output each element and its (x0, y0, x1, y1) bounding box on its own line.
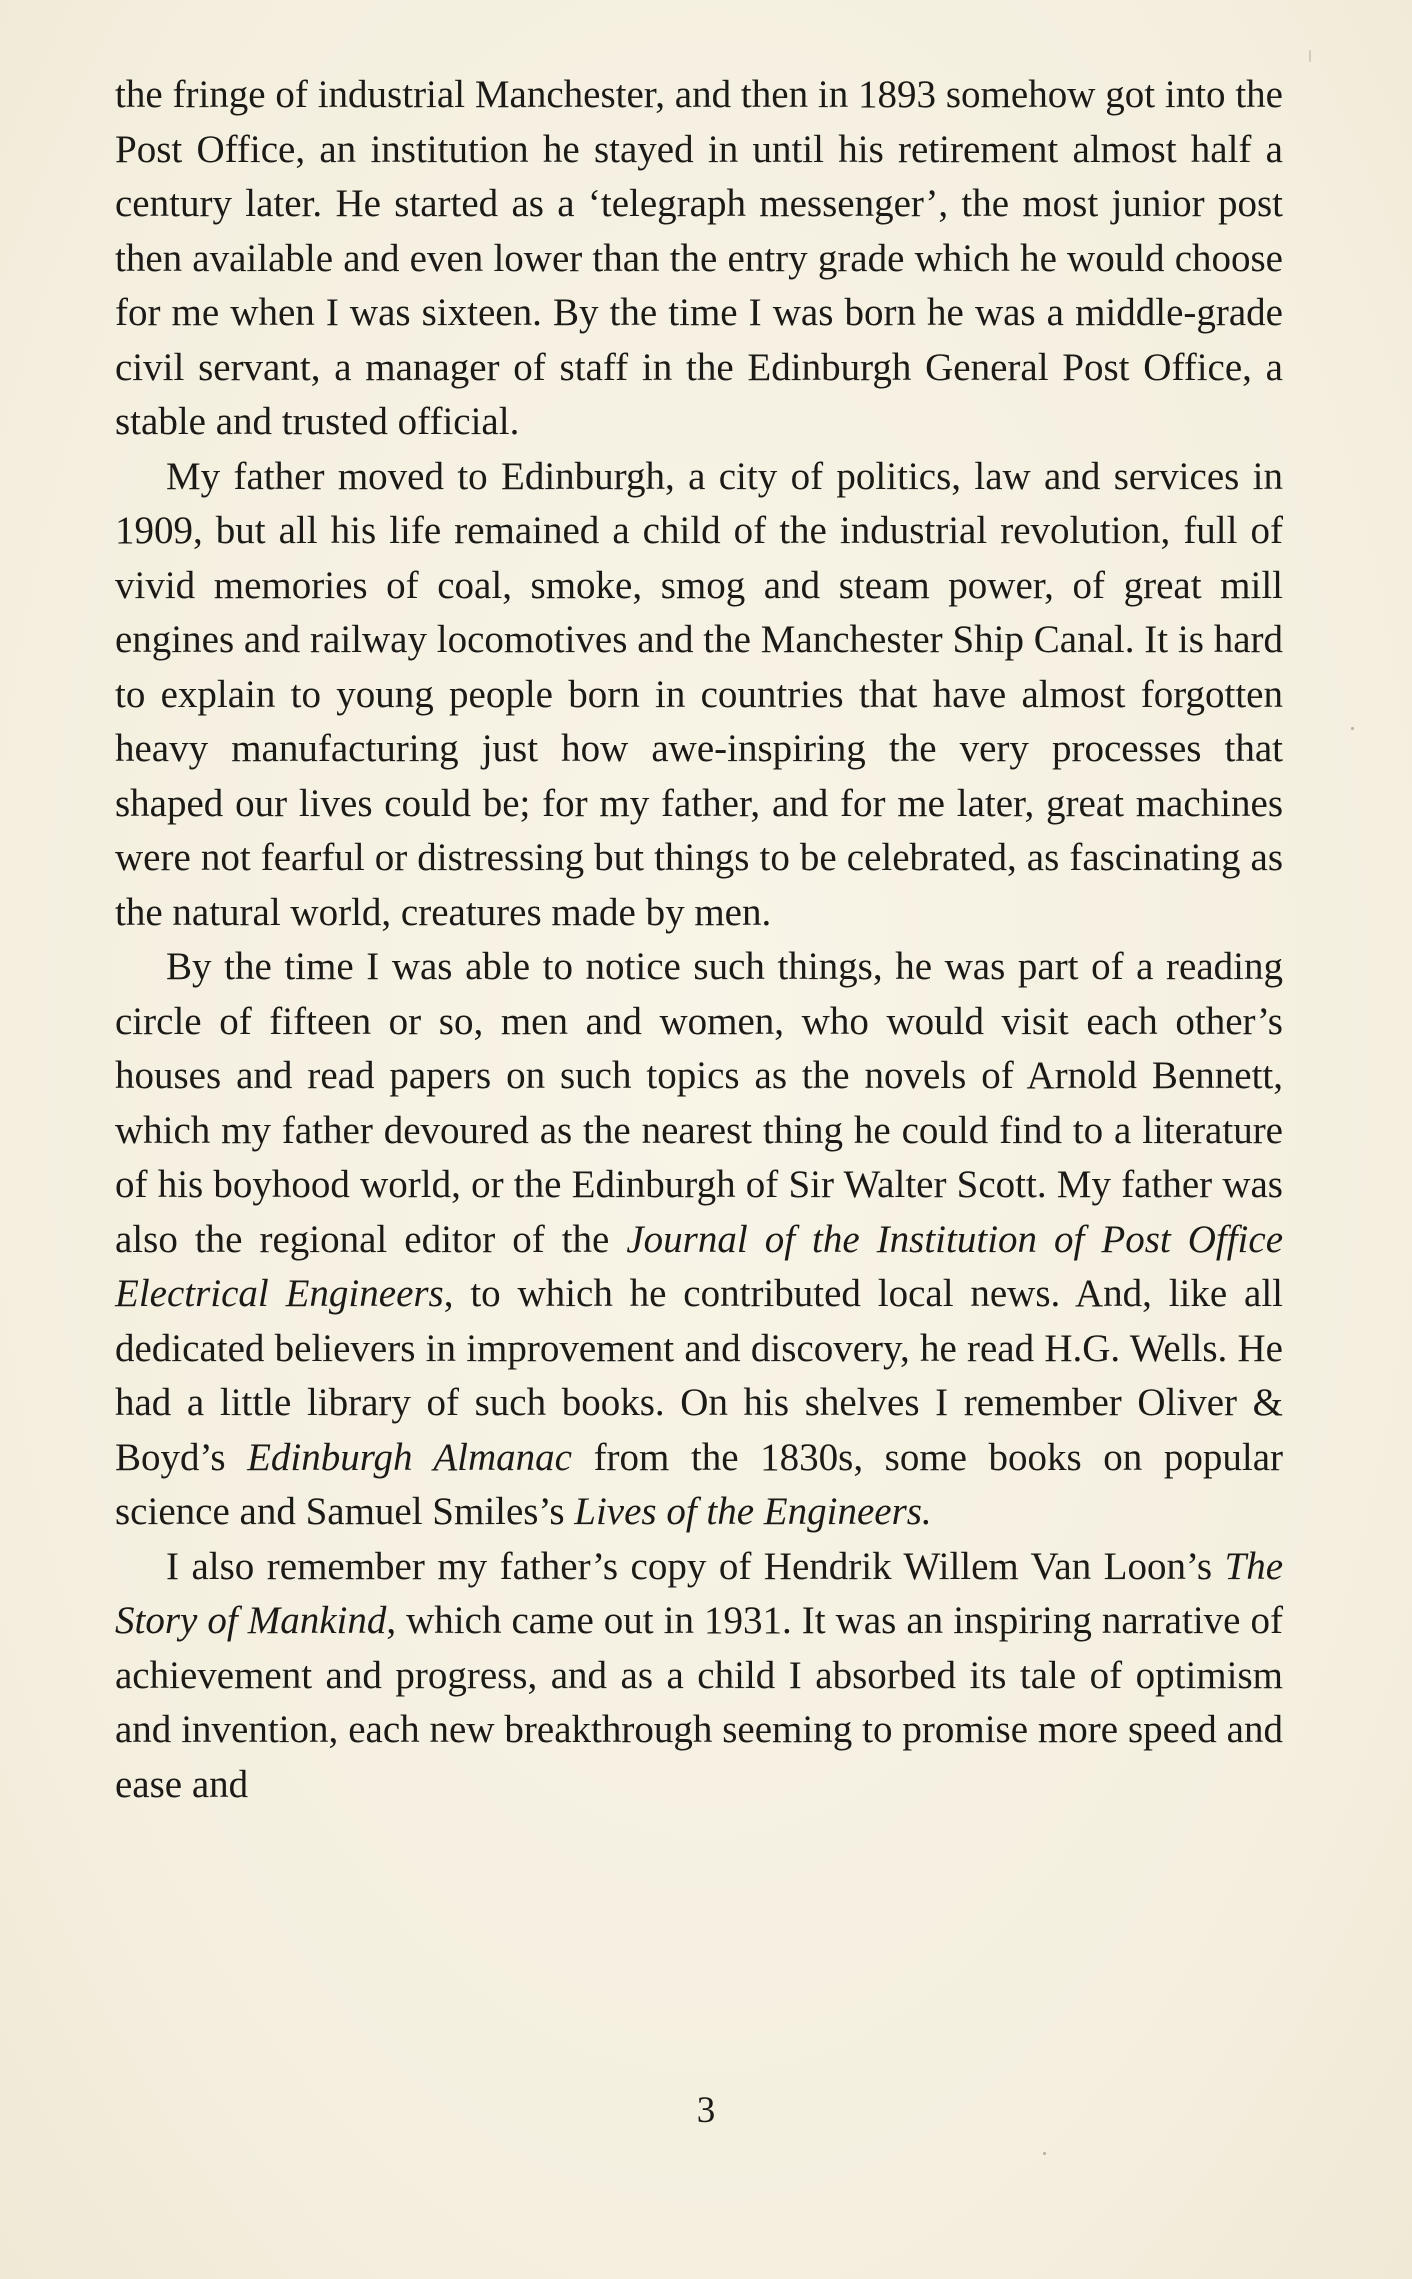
paragraph-3-text-c: from the 1830s, some books on popular science and Samuel Smiles’s (115, 1435, 1284, 1533)
paragraph-1 (115, 68, 1283, 450)
paragraph-2-text: My father moved to Edinburgh, a city of politics, law and services in 1909, but all his life remained a child of the industrial revolution, full of vivid memories of coal, smoke, smog and steam power, of great mill engines and railway locomotives and the Manchester Ship Canal. It is hard to explain to young people born in countries that have almost forgotten heavy manufacturing just how awe-inspiring the very processes that shaped our lives could be; for my father, and for me later, great machines were not fearful or distressing but things to be celebrated, as fascinating as the natural world, creatures made by men. (115, 454, 1283, 934)
journal-title: Journal of the Institution of Post Office Electrical Engineers (115, 1217, 1283, 1315)
mankind-book-title: The Story of Mankind (115, 1544, 1283, 1642)
page-number: 3 (696, 2090, 716, 2131)
almanac-title: Edinburgh Almanac (247, 1435, 572, 1479)
paragraph-4 (115, 1540, 1283, 1813)
paper-speck (1309, 50, 1311, 62)
body-text (115, 68, 1283, 1812)
paper-speck (1043, 2152, 1046, 2155)
paragraph-3 (115, 940, 1283, 1540)
paragraph-2 (115, 450, 1283, 941)
paragraph-4-text-b: , which came out in 1931. It was an inspiring narrative of achievement and progress, and as a child I absorbed its tale of optimism and invention, each new breakthrough seeming to promise more speed and ease and (115, 1599, 1283, 1806)
paragraph-3-text-a: By the time I was able to notice such things, he was part of a reading circle of fifteen or so, men and women, who would visit each other’s houses and read papers on such topics as the novels of Arnold Bennett, which my father devoured as the nearest thing he could find to a literature of his boyhood world, or the Edinburgh of Sir Walter Scott. My father was also the regional editor of the (115, 945, 1283, 1261)
paragraph-3-text-b: , to which he contributed local news. And, like all dedicated believers in improvement and discovery, he read H.G. Wells. He had a little library of such books. On his shelves I remember Oliver & Boyd’s (115, 1272, 1283, 1479)
engineers-book-title: Lives of the Engineers. (574, 1490, 932, 1533)
paragraph-1-text: the fringe of industrial Manchester, and then in 1893 somehow got into the Post Office, an institution he stayed in until his retirement almost half a century later. He started as a ‘telegraph messenger’, the most junior post then available and even lower than the entry grade which he would choose for me when I was sixteen. By the time I was born he was a middle-grade civil servant, a manager of staff in the Edinburgh General Post Office, a stable and trusted official. (115, 73, 1283, 443)
paper-speck (1351, 727, 1354, 730)
paragraph-4-text-a: I also remember my father’s copy of Hendrik Willem Van Loon’s (166, 1544, 1225, 1588)
